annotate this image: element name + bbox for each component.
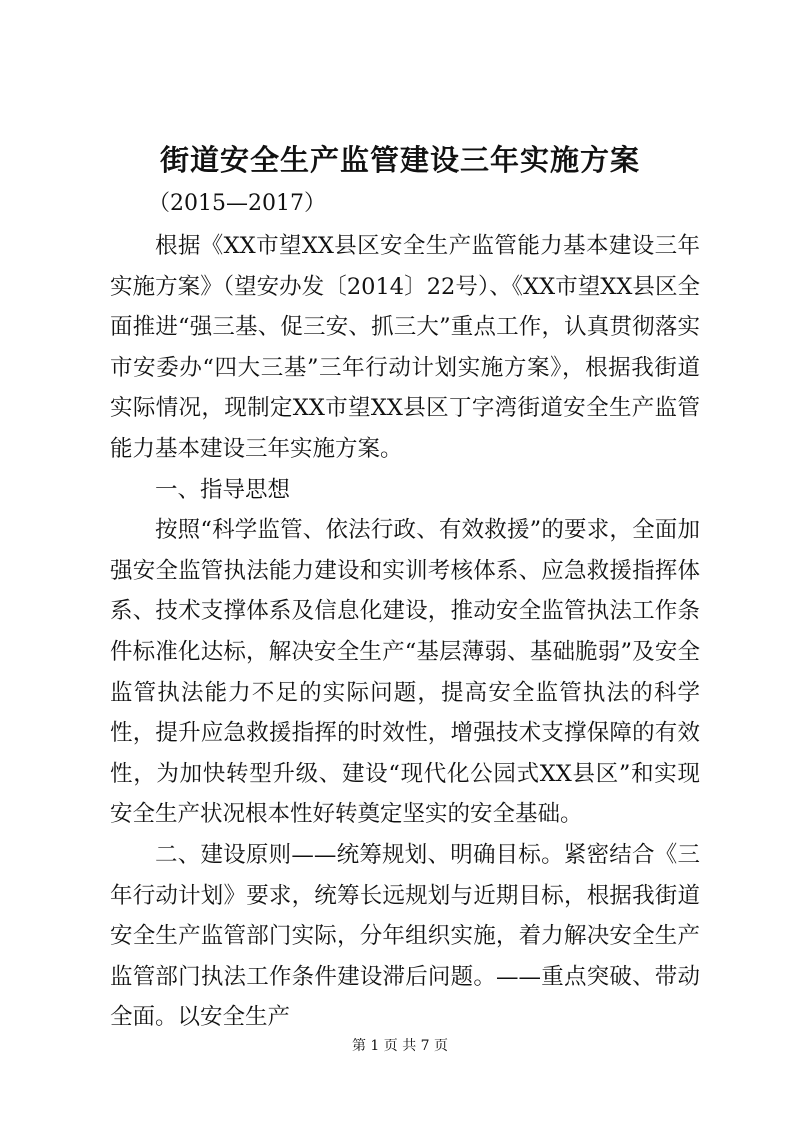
page-footer: 第 1 页 共 7 页 — [351, 1038, 449, 1054]
document-title: 街道安全生产监管建设三年实施方案 — [159, 143, 640, 177]
paragraph-guiding-ideology: 按照“科学监管、依法行政、有效救援”的要求，全面加强安全监管执法能力建设和实训考核体系、应急救援指挥体系、技术支撑体系及信息化建设，推动安全监管执法工作条件标准化达标，解决安全生产“基层薄弱、基础脆弱”及安全监管执法能力不足的实际问题，提高安全监管执法的科学性，提升应急救援指挥的时效性，增强技术支撑保障的有效性，为加快转型升级、建设“现代化公园式XX县区”和实现安全生产状况根本性好转奠定坚实的安全基础。 — [110, 517, 700, 828]
document-body — [110, 226, 700, 1038]
paragraph-construction-principles: 二、建设原则——统筹规划、明确目标。紧密结合《三年行动计划》要求，统筹长远规划与近期目标，根据我街道安全生产监管部门实际，分年组织实施，着力解决安全生产监管部门执法工作条件建设滞后问题。——重点突破、带动全面。以安全生产 — [110, 841, 700, 1031]
section-heading-guiding-ideology: 一、指导思想 — [155, 476, 291, 503]
document-subtitle: （2015—2017） — [148, 191, 326, 216]
paragraph-basis: 根据《XX市望XX县区安全生产监管能力基本建设三年实施方案》（望安办发〔2014〕22号）、《XX市望XX县区全面推进“强三基、促三安、抓三大”重点工作，认真贯彻落实市安委办“四大三基”三年行动计划实施方案》，根据我街道实际情况，现制定XX市望XX县区丁字湾街道安全生产监管能力基本建设三年实施方案。 — [110, 233, 700, 462]
